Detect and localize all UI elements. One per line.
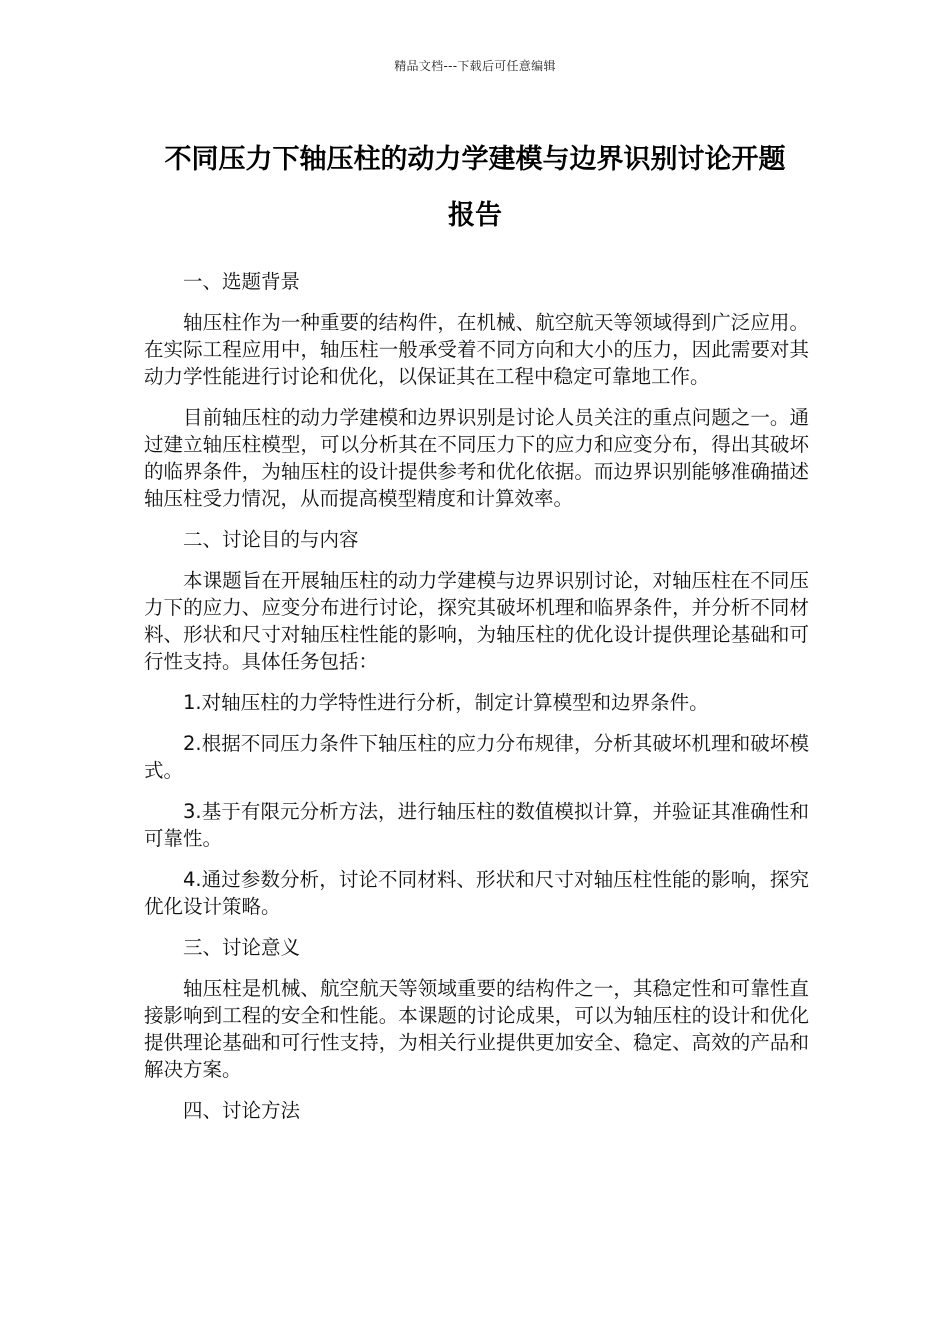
paragraph: 目前轴压柱的动力学建模和边界识别是讨论人员关注的重点问题之一。通过建立轴压柱模型，可以分析其在不同压力下的应力和应变分布，得出其破坏的临界条件，为轴压柱的设计提供参考和优化依据。而边界识别能够准确描述轴压柱受力情况，从而提高模型精度和计算效率。	[144, 406, 809, 510]
section-heading-method: 四、讨论方法	[183, 1099, 301, 1122]
header-note: 精品文档---下载后可任意编辑	[394, 59, 556, 73]
section-heading-significance: 三、讨论意义	[183, 936, 301, 959]
list-item: 2.根据不同压力条件下轴压柱的应力分布规律，分析其破坏机理和破坏模式。	[144, 732, 809, 782]
section-heading-purpose: 二、讨论目的与内容	[183, 528, 359, 551]
list-item: 1.对轴压柱的力学特性进行分析，制定计算模型和边界条件。	[183, 691, 709, 714]
document-body	[144, 268, 809, 1138]
paragraph: 轴压柱是机械、航空航天等领域重要的结构件之一，其稳定性和可靠性直接影响到工程的安全和性能。本课题的讨论成果，可以为轴压柱的设计和优化提供理论基础和可行性支持，为相关行业提供更加安全、稳定、高效的产品和解决方案。	[144, 977, 809, 1081]
list-item: 3.基于有限元分析方法，进行轴压柱的数值模拟计算，并验证其准确性和可靠性。	[144, 800, 809, 850]
document-title	[140, 132, 810, 244]
paragraph: 本课题旨在开展轴压柱的动力学建模与边界识别讨论，对轴压柱在不同压力下的应力、应变分布进行讨论，探究其破坏机理和临界条件，并分析不同材料、形状和尺寸对轴压柱性能的影响，为轴压柱的优化设计提供理论基础和可行性支持。具体任务包括：	[144, 569, 809, 673]
title-line-1: 不同压力下轴压柱的动力学建模与边界识别讨论开题	[164, 144, 786, 175]
list-item: 4.通过参数分析，讨论不同材料、形状和尺寸对轴压柱性能的影响，探究优化设计策略。	[144, 868, 809, 918]
paragraph: 轴压柱作为一种重要的结构件，在机械、航空航天等领域得到广泛应用。在实际工程应用中，轴压柱一般承受着不同方向和大小的压力，因此需要对其动力学性能进行讨论和优化，以保证其在工程中稳定可靠地工作。	[144, 311, 809, 388]
section-heading-background: 一、选题背景	[183, 270, 301, 293]
title-line-2: 报告	[448, 200, 502, 231]
